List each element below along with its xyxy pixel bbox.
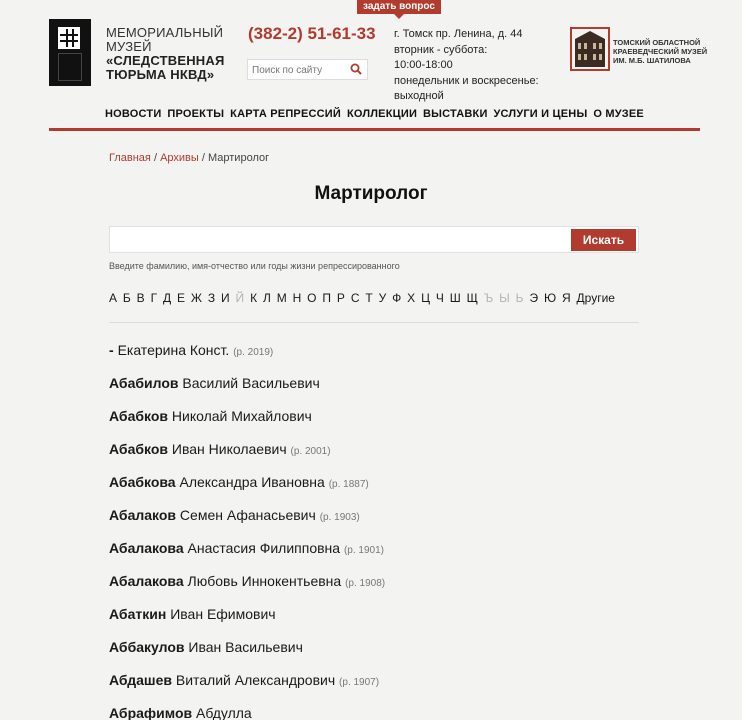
person-given-names: Иван Васильевич [188, 639, 303, 655]
person-surname: - [109, 342, 114, 358]
person-surname: Аббакулов [109, 639, 185, 655]
alphabet-letter[interactable]: Э [529, 291, 539, 305]
nav-item-exhibitions[interactable]: ВЫСТАВКИ [423, 108, 488, 120]
person-given-names: Николай Михайлович [171, 408, 312, 424]
search-button[interactable]: Искать [571, 229, 636, 251]
alphabet-letter[interactable]: Ф [392, 291, 402, 305]
hours-line: понедельник и воскресенье: выходной [394, 74, 539, 102]
person-surname: Абдашев [109, 672, 172, 688]
person-given-names: Виталий Александрович [175, 672, 336, 688]
breadcrumb-separator: / [153, 152, 157, 164]
alphabet-letter: Ь [515, 291, 524, 305]
alphabet-letter: Й [235, 291, 245, 305]
search-icon[interactable] [350, 63, 362, 75]
nav-item-projects[interactable]: ПРОЕКТЫ [167, 108, 225, 120]
alphabet-letter[interactable]: Т [365, 291, 373, 305]
museum-name-line: «СЛЕДСТВЕННАЯ [106, 53, 225, 68]
breadcrumb-archives[interactable]: Архивы [160, 152, 199, 164]
alphabet-letter[interactable]: О [307, 291, 317, 305]
person-item[interactable] [109, 441, 385, 474]
person-birth-year: (р. 1887) [328, 479, 369, 490]
person-given-names: Александра Ивановна [179, 474, 325, 490]
alphabet-letter[interactable]: Щ [466, 291, 478, 305]
person-given-names: Анастасия Филипповна [187, 540, 341, 556]
regional-museum-logo[interactable] [570, 27, 610, 71]
address-line: г. Томск пр. Ленина, д. 44 [394, 28, 523, 40]
person-given-names: Иван Николаевич [171, 441, 287, 457]
site-search-input[interactable] [248, 61, 348, 80]
breadcrumb-separator: / [201, 152, 205, 164]
main-nav [49, 104, 700, 131]
alphabet-letter[interactable]: М [276, 291, 287, 305]
site-header [0, 0, 742, 100]
nav-item-news[interactable]: НОВОСТИ [105, 108, 162, 120]
alphabet-letter[interactable]: Р [336, 291, 345, 305]
alphabet-letter[interactable]: Ц [421, 291, 430, 305]
nav-item-repression-map[interactable]: КАРТА РЕПРЕССИЙ [230, 108, 342, 120]
alphabet-letter: Ъ [483, 291, 494, 305]
person-given-names: Василий Васильевич [182, 375, 320, 391]
alphabet-letter[interactable]: Ю [543, 291, 557, 305]
person-surname: Абабкова [109, 474, 176, 490]
hours-line: 10:00-18:00 [394, 59, 453, 71]
breadcrumb-home[interactable]: Главная [109, 152, 151, 164]
alphabet-letter[interactable]: Е [177, 291, 186, 305]
alphabet-letter[interactable]: Н [292, 291, 302, 305]
person-item[interactable] [109, 408, 385, 441]
alphabet-filter [109, 291, 621, 305]
alphabet-letter[interactable]: З [207, 291, 216, 305]
person-given-names: Екатерина Конст. [117, 342, 230, 358]
person-item[interactable] [109, 375, 385, 408]
site-search [247, 59, 368, 80]
person-surname: Абаткин [109, 606, 167, 622]
alphabet-letter[interactable]: С [350, 291, 360, 305]
alphabet-letter[interactable]: Д [162, 291, 172, 305]
alphabet-letter[interactable]: И [221, 291, 230, 305]
person-item[interactable] [109, 573, 385, 606]
person-surname: Абалаков [109, 507, 177, 523]
breadcrumb [109, 152, 269, 164]
person-birth-year: (р. 1907) [339, 677, 380, 688]
page-title: Мартиролог [314, 183, 428, 204]
person-given-names: Любовь Иннокентьевна [187, 573, 342, 589]
regional-museum-name[interactable]: ТОМСКИЙ ОБЛАСТНОЙ КРАЕВЕДЧЕСКИЙ МУЗЕЙ ИМ. М.Б. ШАТИЛОВА [613, 38, 708, 65]
alphabet-letter[interactable]: Б [122, 291, 131, 305]
person-item[interactable] [109, 705, 385, 720]
alphabet-letter[interactable]: Г [150, 291, 158, 305]
person-item[interactable] [109, 474, 385, 507]
logo-door-icon [58, 53, 82, 81]
alphabet-letter[interactable]: Ж [190, 291, 202, 305]
logo-window-icon [58, 27, 80, 49]
person-birth-year: (р. 2001) [290, 446, 331, 457]
person-surname: Абрафимов [109, 705, 193, 720]
museum-name[interactable] [106, 26, 236, 82]
alphabet-letter[interactable]: Х [407, 291, 416, 305]
divider [109, 322, 639, 323]
museum-name-line: МЕМОРИАЛЬНЫЙ [106, 25, 224, 40]
person-surname: Абабков [109, 408, 168, 424]
museum-name-line: МУЗЕЙ [106, 39, 152, 54]
person-item[interactable] [109, 639, 385, 672]
person-item[interactable] [109, 606, 385, 639]
person-birth-year: (р. 1908) [345, 578, 386, 589]
ask-question-button[interactable]: задать вопрос [357, 0, 441, 14]
museum-logo[interactable] [49, 19, 91, 86]
person-given-names: Семен Афанасьевич [179, 507, 316, 523]
alphabet-letter[interactable]: Я [561, 291, 571, 305]
person-surname: Абабилов [109, 375, 179, 391]
breadcrumb-current: Мартиролог [207, 152, 270, 164]
person-item[interactable] [109, 342, 385, 375]
alphabet-letter[interactable]: П [322, 291, 332, 305]
alphabet-letter[interactable]: К [250, 291, 258, 305]
person-surname: Абабков [109, 441, 168, 457]
alphabet-letter[interactable]: У [378, 291, 387, 305]
person-given-names: Иван Ефимович [170, 606, 276, 622]
martyrology-search-input[interactable] [110, 227, 570, 252]
person-item[interactable] [109, 540, 385, 573]
person-birth-year: (р. 1903) [319, 512, 360, 523]
person-birth-year: (р. 2019) [233, 347, 274, 358]
nav-item-services[interactable]: УСЛУГИ И ЦЕНЫ [493, 108, 588, 120]
alphabet-letter: Ы [499, 291, 510, 305]
person-surname: Абалакова [109, 573, 184, 589]
alphabet-letter[interactable]: Ш [449, 291, 461, 305]
alphabet-letter[interactable]: Другие [576, 291, 615, 305]
alphabet-letter[interactable]: Л [262, 291, 271, 305]
nav-item-collections[interactable]: КОЛЛЕКЦИИ [346, 108, 418, 120]
person-item[interactable] [109, 507, 385, 540]
alphabet-letter[interactable]: Ч [435, 291, 444, 305]
alphabet-letter[interactable]: В [136, 291, 145, 305]
nav-item-about[interactable]: О МУЗЕЕ [593, 108, 644, 120]
hours-line: вторник - суббота: [394, 43, 488, 56]
person-item[interactable] [109, 672, 385, 705]
phone-number[interactable]: (382-2) 51-61-33 [248, 24, 376, 43]
address-block [394, 27, 574, 105]
search-hint: Введите фамилию, имя-отчество или годы жизни репрессированного [109, 261, 400, 271]
people-list [109, 342, 385, 720]
person-given-names: Абдулла [196, 705, 252, 720]
alphabet-letter[interactable]: А [109, 291, 118, 305]
person-birth-year: (р. 1901) [343, 545, 384, 556]
martyrology-search [109, 226, 639, 253]
person-surname: Абалакова [109, 540, 184, 556]
museum-name-line: ТЮРЬМА НКВД» [106, 67, 215, 82]
